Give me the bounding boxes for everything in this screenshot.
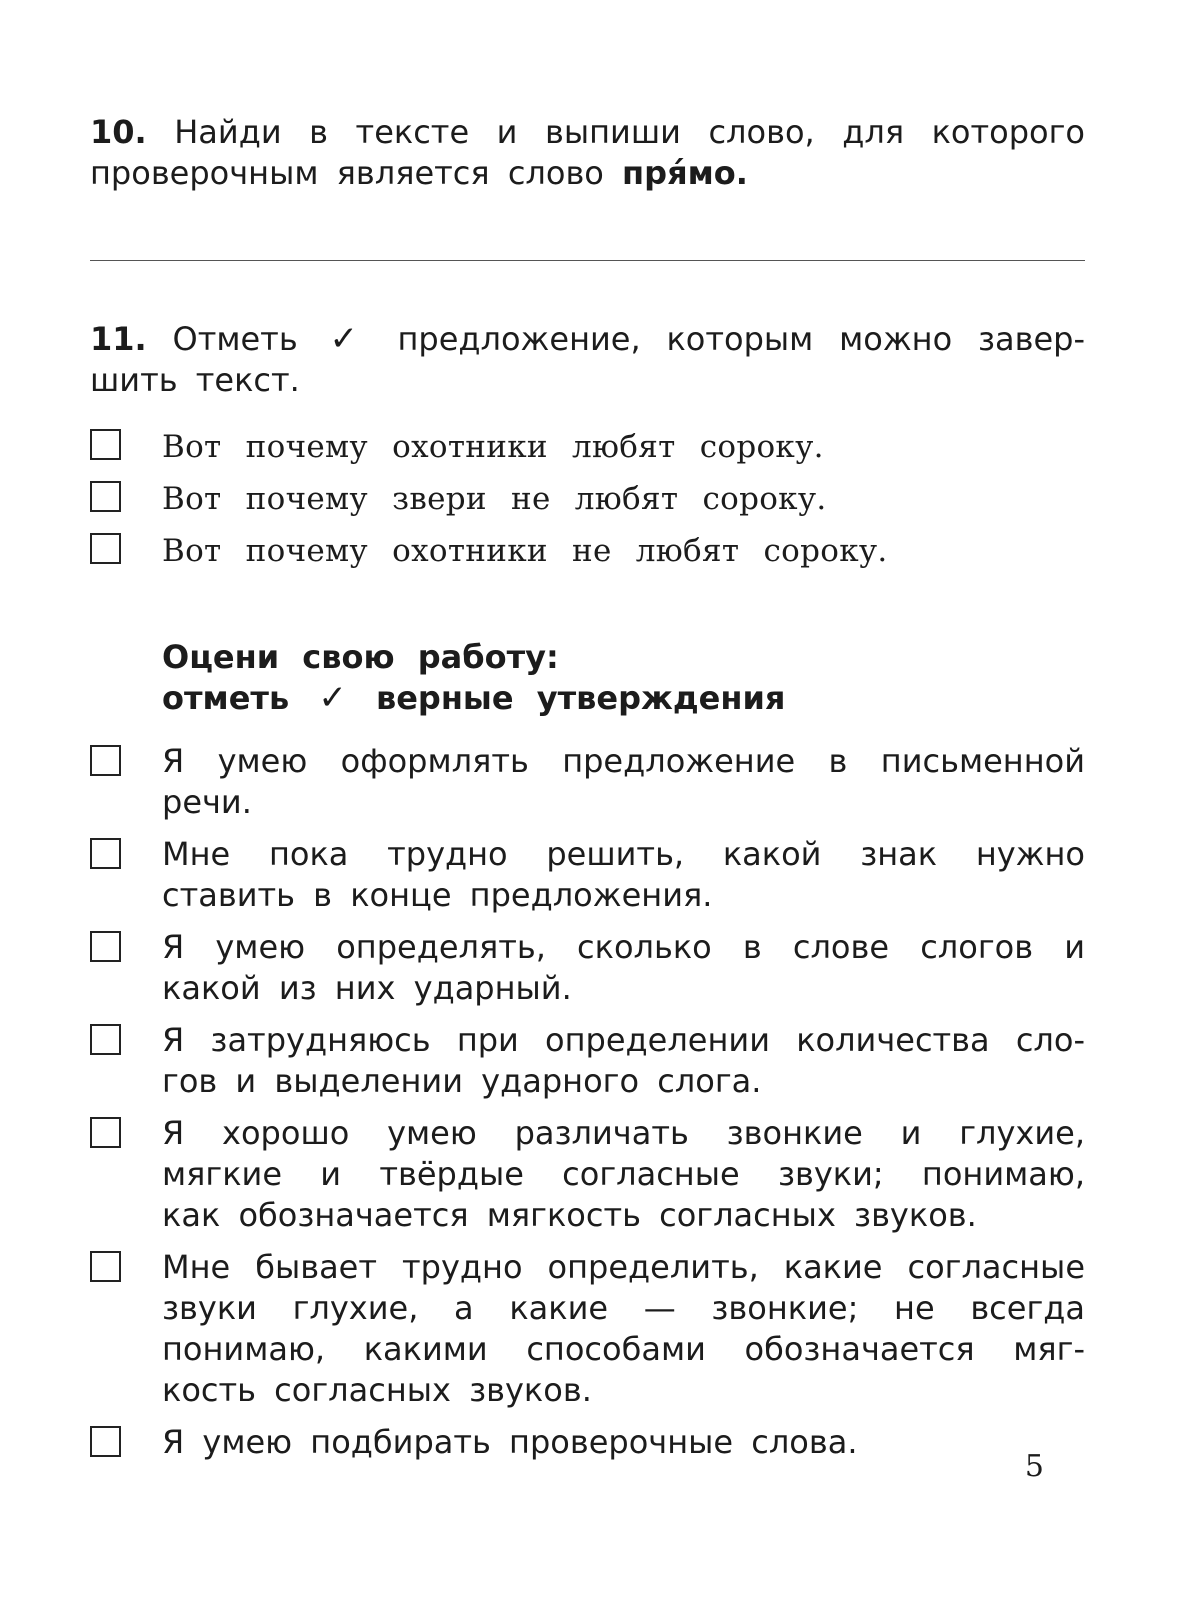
option-checkbox[interactable] [90, 533, 121, 564]
evaluation-text-line: Я умею оформлять предложение в письменной [162, 742, 1085, 780]
evaluation-item [90, 1422, 1085, 1463]
evaluation-checkbox[interactable] [90, 1117, 121, 1148]
evaluation-text-line: Я умею определять, сколько в слове слогов и [162, 928, 1085, 966]
evaluation-checkbox[interactable] [90, 838, 121, 869]
evaluation-list [90, 741, 1085, 1463]
evaluation-title-line-2 [162, 678, 786, 719]
task-10 [90, 112, 1085, 261]
answer-line[interactable] [90, 260, 1085, 261]
evaluation-item [90, 834, 1085, 916]
evaluation-checkbox[interactable] [90, 1251, 121, 1282]
option-checkbox[interactable] [90, 481, 121, 512]
evaluation-title-post: верные утверждения [375, 679, 786, 717]
evaluation-item [90, 741, 1085, 823]
option-text: Вот почему звери не любят сороку. [162, 481, 827, 517]
checkmark-icon: ✓ [318, 678, 347, 718]
task-10-text-1: Найди в тексте и выпиши слово, для которого [174, 113, 1086, 151]
evaluation-text-line: как обозначается мягкость согласных звуков. [162, 1196, 977, 1234]
evaluation-text [162, 1247, 1085, 1411]
evaluation-text-line: кость согласных звуков. [162, 1371, 592, 1409]
evaluation-text-line: звуки глухие, а какие — звонкие; не всегда [162, 1289, 1085, 1327]
option-text: Вот почему охотники любят сороку. [162, 429, 824, 465]
option-checkbox[interactable] [90, 429, 121, 460]
evaluation-text [162, 741, 1085, 823]
evaluation-text-line: Я хорошо умею различать звонкие и глухие, [162, 1114, 1085, 1152]
evaluation-title [90, 637, 786, 719]
evaluation-text-line: мягкие и твёрдые согласные звуки; понимаю, [162, 1155, 1085, 1193]
evaluation-text [162, 834, 1085, 916]
evaluation-text-line: ставить в конце предложения. [162, 876, 713, 914]
evaluation-text-line: речи. [162, 783, 252, 821]
option-item [90, 479, 1085, 531]
evaluation-item [90, 1020, 1085, 1102]
task-11-line-2 [90, 360, 1085, 401]
task-11 [90, 319, 1085, 583]
evaluation-text-line: Мне пока трудно решить, какой знак нужно [162, 835, 1085, 873]
task-10-keyword: пря́мо [622, 154, 736, 192]
evaluation-text [162, 1422, 1085, 1463]
option-item [90, 427, 1085, 479]
task-10-number: 10. [90, 113, 147, 151]
evaluation-checkbox[interactable] [90, 931, 121, 962]
evaluation-title-line-1: Оцени свою работу: [162, 638, 559, 676]
task-11-options [90, 427, 1085, 583]
page-number: 5 [1024, 1449, 1044, 1484]
evaluation-text [162, 1020, 1085, 1102]
task-10-line-2 [90, 153, 1085, 194]
evaluation-checkbox[interactable] [90, 1024, 121, 1055]
workbook-page [90, 112, 1085, 1474]
evaluation-text-line: какой из них ударный. [162, 969, 572, 1007]
evaluation-item [90, 927, 1085, 1009]
evaluation-text-line: гов и выделении ударного слога. [162, 1062, 762, 1100]
task-10-period: . [735, 154, 748, 192]
evaluation-item [90, 1113, 1085, 1236]
task-11-number: 11. [90, 320, 147, 358]
evaluation-text [162, 927, 1085, 1009]
task-11-text-2: шить текст. [90, 361, 300, 399]
evaluation-item [90, 1247, 1085, 1411]
task-10-text-2: проверочным является слово [90, 154, 623, 192]
task-11-text-post: предложение, которым можно завер- [397, 320, 1086, 358]
option-item [90, 531, 1085, 583]
task-10-line-1 [90, 112, 1085, 153]
task-11-text-pre: Отметь [172, 320, 298, 358]
checkmark-icon: ✓ [329, 319, 366, 359]
evaluation-title-pre: отметь [162, 679, 290, 717]
evaluation-text-line: Мне бывает трудно определить, какие согласные [162, 1248, 1085, 1286]
task-11-line-1 [90, 319, 1085, 360]
evaluation-checkbox[interactable] [90, 1426, 121, 1457]
evaluation-text-line: Я умею подбирать проверочные слова. [162, 1423, 858, 1461]
evaluation-checkbox[interactable] [90, 745, 121, 776]
option-text: Вот почему охотники не любят сороку. [162, 533, 888, 569]
evaluation-text [162, 1113, 1085, 1236]
evaluation-text-line: Я затрудняюсь при определении количества сло- [162, 1021, 1085, 1059]
evaluation-text-line: понимаю, какими способами обозначается мяг- [162, 1330, 1085, 1368]
